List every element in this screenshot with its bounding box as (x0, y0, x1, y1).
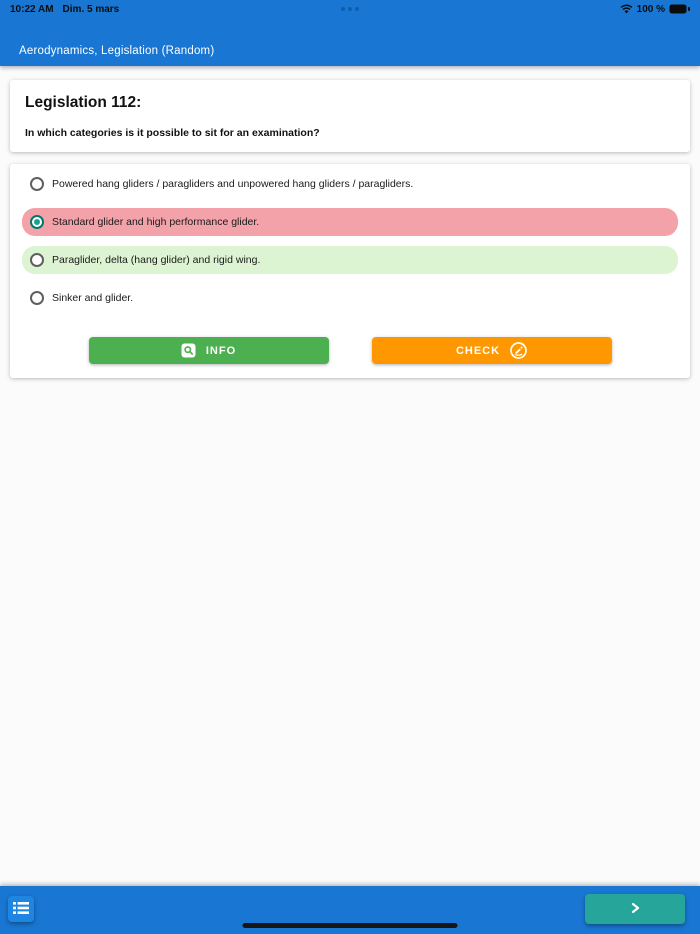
check-button-label: CHECK (455, 344, 501, 357)
radio-unchecked-icon[interactable] (30, 177, 44, 191)
answer-option-label: Sinker and glider. (52, 292, 134, 304)
question-list-button[interactable] (8, 896, 34, 922)
answers-card (10, 164, 690, 378)
chevron-right-icon (628, 901, 642, 918)
radio-unchecked-icon[interactable] (30, 253, 44, 267)
answer-option-1[interactable] (22, 170, 678, 198)
grade-pencil-icon (510, 342, 527, 359)
status-time: 10:22 AM (10, 3, 54, 15)
question-card (10, 80, 690, 152)
answer-option-label: Standard glider and high performance glider. (52, 216, 260, 228)
answer-option-3[interactable] (22, 246, 678, 274)
answer-option-2[interactable] (22, 208, 678, 236)
check-button[interactable] (372, 337, 612, 364)
answer-option-label: Powered hang gliders / paragliders and unpowered hang gliders / paragliders. (52, 178, 414, 190)
app-header (0, 0, 700, 66)
question-number: Legislation 112: (25, 94, 142, 111)
wifi-icon (620, 4, 633, 14)
answer-option-4[interactable] (22, 284, 678, 312)
list-icon (13, 901, 29, 918)
info-button-label: INFO (205, 344, 237, 357)
answer-option-label: Paraglider, delta (hang glider) and rigid wing. (52, 254, 261, 266)
home-indicator[interactable] (243, 923, 458, 928)
radio-unchecked-icon[interactable] (30, 291, 44, 305)
find-in-page-icon (181, 343, 196, 358)
multitasking-dots-icon (341, 7, 359, 11)
status-date: Dim. 5 mars (62, 3, 120, 15)
battery-icon (669, 4, 690, 14)
page-title: Aerodynamics, Legislation (Random) (19, 45, 215, 57)
radio-checked-icon[interactable] (30, 215, 44, 229)
question-text: In which categories is it possible to sit for an examination? (25, 127, 320, 139)
next-question-button[interactable] (585, 894, 685, 924)
info-button[interactable] (89, 337, 329, 364)
battery-percent: 100 % (636, 3, 665, 15)
status-bar (0, 0, 700, 18)
